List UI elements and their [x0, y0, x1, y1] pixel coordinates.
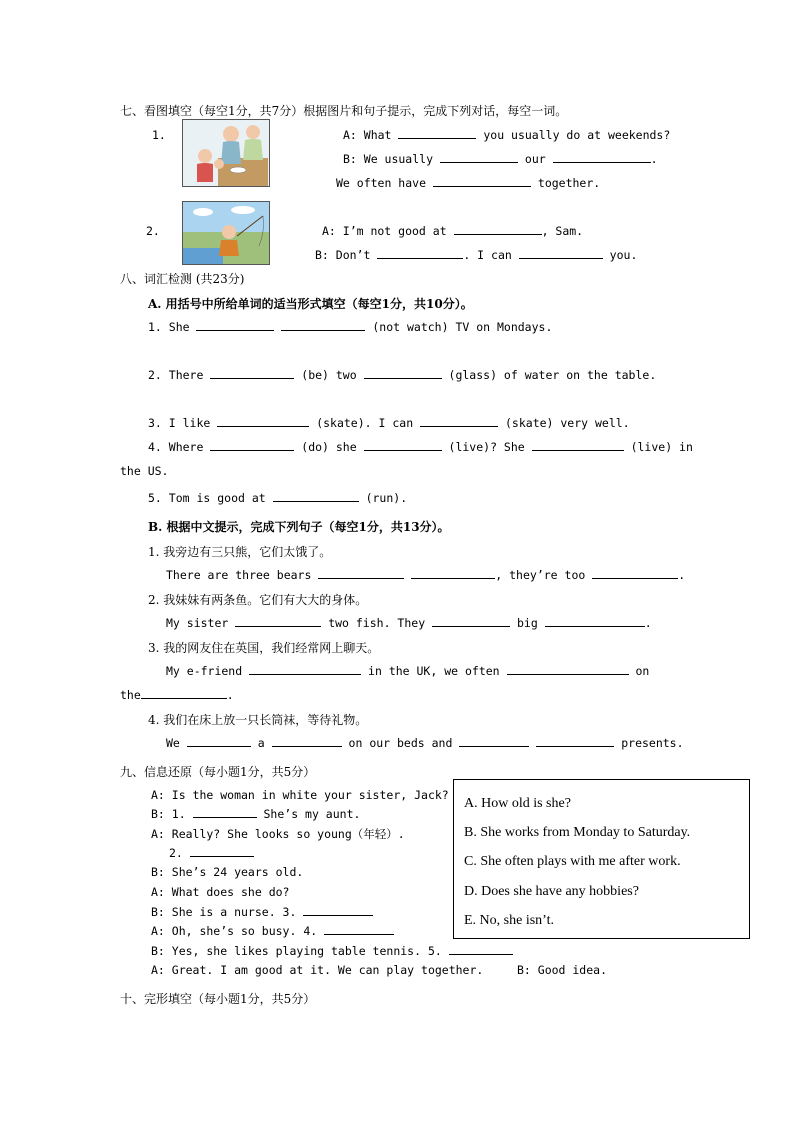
- answer-blank[interactable]: [281, 320, 365, 331]
- section-10-title: 十、完形填空（每小题1分，共5分）: [120, 992, 316, 1006]
- q7-1-line-a: A: What you usually do at weekends?: [343, 128, 671, 142]
- dialogue-line-3: A: Really? She looks so young（年轻）.: [151, 827, 405, 841]
- q8b-1-cn: 1. 我旁边有三只熊，它们太饿了。: [148, 545, 332, 559]
- answer-blank[interactable]: [318, 568, 404, 579]
- q8b-3-cn: 3. 我的网友住在英国，我们经常网上聊天。: [148, 641, 380, 655]
- answer-blank[interactable]: [411, 568, 495, 579]
- answer-blank[interactable]: [553, 152, 651, 163]
- option-e: E. No, she isn’t.: [464, 913, 554, 928]
- answer-blank[interactable]: [433, 176, 531, 187]
- answer-blank[interactable]: [507, 664, 629, 675]
- q8b-4-cn: 4. 我们在床上放一只长筒袜，等待礼物。: [148, 713, 368, 727]
- q8b-2-cn: 2. 我妹妹有两条鱼。它们有大大的身体。: [148, 593, 368, 607]
- q8a-2: 2. There (be) two (glass) of water on the table.: [148, 368, 657, 382]
- option-a: A. How old is she?: [464, 796, 571, 811]
- q8a-4: 4. Where (do) she (live)? She (live) in: [148, 440, 693, 454]
- dialogue-line-1: A: Is the woman in white your sister, Jack?: [151, 788, 449, 802]
- option-b: B. She works from Monday to Saturday.: [464, 825, 691, 840]
- answer-blank[interactable]: [592, 568, 678, 579]
- answer-blank[interactable]: [187, 736, 251, 747]
- q8a-3: 3. I like (skate). I can (skate) very well.: [148, 416, 630, 430]
- answer-blank[interactable]: [190, 846, 254, 857]
- section-8-title: 八、词汇检测 (共23分): [120, 272, 245, 286]
- dialogue-line-8: A: Oh, she’s so busy. 4.: [151, 924, 394, 938]
- dialogue-line-7: B: She is a nurse. 3.: [151, 905, 373, 919]
- answer-blank[interactable]: [454, 224, 542, 235]
- answer-blank[interactable]: [303, 905, 373, 916]
- answer-blank[interactable]: [532, 440, 624, 451]
- answer-blank[interactable]: [364, 440, 442, 451]
- answer-blank[interactable]: [217, 416, 309, 427]
- dialogue-line-4: 2.: [169, 846, 254, 860]
- answer-blank[interactable]: [449, 944, 513, 955]
- answer-blank[interactable]: [249, 664, 361, 675]
- q8b-1-en: There are three bears , they’re too .: [166, 568, 686, 582]
- dialogue-line-5: B: She’s 24 years old.: [151, 865, 304, 879]
- answer-blank[interactable]: [235, 616, 321, 627]
- q8b-4-en: We a on our beds and presents.: [166, 736, 684, 750]
- options-box: [453, 779, 750, 939]
- q8b-3-cont: the .: [120, 688, 234, 702]
- q8a-4-cont: the US.: [120, 464, 169, 478]
- answer-blank[interactable]: [519, 248, 603, 259]
- q8b-2-en: My sister two fish. They big .: [166, 616, 652, 630]
- answer-blank[interactable]: [196, 320, 274, 331]
- answer-blank[interactable]: [440, 152, 518, 163]
- q7-1-line-b: B: We usually our .: [343, 152, 658, 166]
- section-9-title: 九、信息还原（每小题1分，共5分）: [120, 765, 316, 779]
- answer-blank[interactable]: [210, 368, 294, 379]
- q7-1-number: 1.: [152, 128, 166, 142]
- dialogue-line-2: B: 1. She’s my aunt.: [151, 807, 361, 821]
- option-c: C. She often plays with me after work.: [464, 854, 681, 869]
- answer-blank[interactable]: [324, 924, 394, 935]
- dialogue-line-6: A: What does she do?: [151, 885, 290, 899]
- answer-blank[interactable]: [210, 440, 294, 451]
- q7-2-line-b: B: Don’t . I can you.: [315, 248, 638, 262]
- section-8b-title: B. 根据中文提示，完成下列句子（每空1分，共13分）。: [148, 520, 450, 534]
- answer-blank[interactable]: [398, 128, 476, 139]
- fishing-picture: [182, 201, 270, 265]
- q7-2-line-a: A: I’m not good at , Sam.: [322, 224, 584, 238]
- answer-blank[interactable]: [545, 616, 645, 627]
- answer-blank[interactable]: [193, 807, 257, 818]
- answer-blank[interactable]: [432, 616, 510, 627]
- section-7-title: 七、看图填空（每空1分，共7分）根据图片和句子提示，完成下列对话，每空一词。: [120, 104, 568, 118]
- dialogue-line-10b: B: Good idea.: [517, 963, 608, 977]
- answer-blank[interactable]: [272, 736, 342, 747]
- option-d: D. Does she have any hobbies?: [464, 884, 639, 899]
- q8a-5: 5. Tom is good at (run).: [148, 491, 408, 505]
- answer-blank[interactable]: [536, 736, 614, 747]
- answer-blank[interactable]: [364, 368, 442, 379]
- q8b-3-en: My e-friend in the UK, we often on: [166, 664, 650, 678]
- q7-1-line-c: We often have together.: [336, 176, 601, 190]
- dialogue-line-9: B: Yes, she likes playing table tennis. 5.: [151, 944, 513, 958]
- family-picture: [182, 119, 270, 187]
- answer-blank[interactable]: [377, 248, 463, 259]
- answer-blank[interactable]: [141, 688, 227, 699]
- q8a-1: 1. She (not watch) TV on Mondays.: [148, 320, 553, 334]
- dialogue-line-10: A: Great. I am good at it. We can play together.: [151, 963, 484, 977]
- answer-blank[interactable]: [420, 416, 498, 427]
- answer-blank[interactable]: [459, 736, 529, 747]
- answer-blank[interactable]: [273, 491, 359, 502]
- section-8a-title: A. 用括号中所给单词的适当形式填空（每空1分，共10分）。: [148, 297, 473, 311]
- q7-2-number: 2.: [146, 224, 160, 238]
